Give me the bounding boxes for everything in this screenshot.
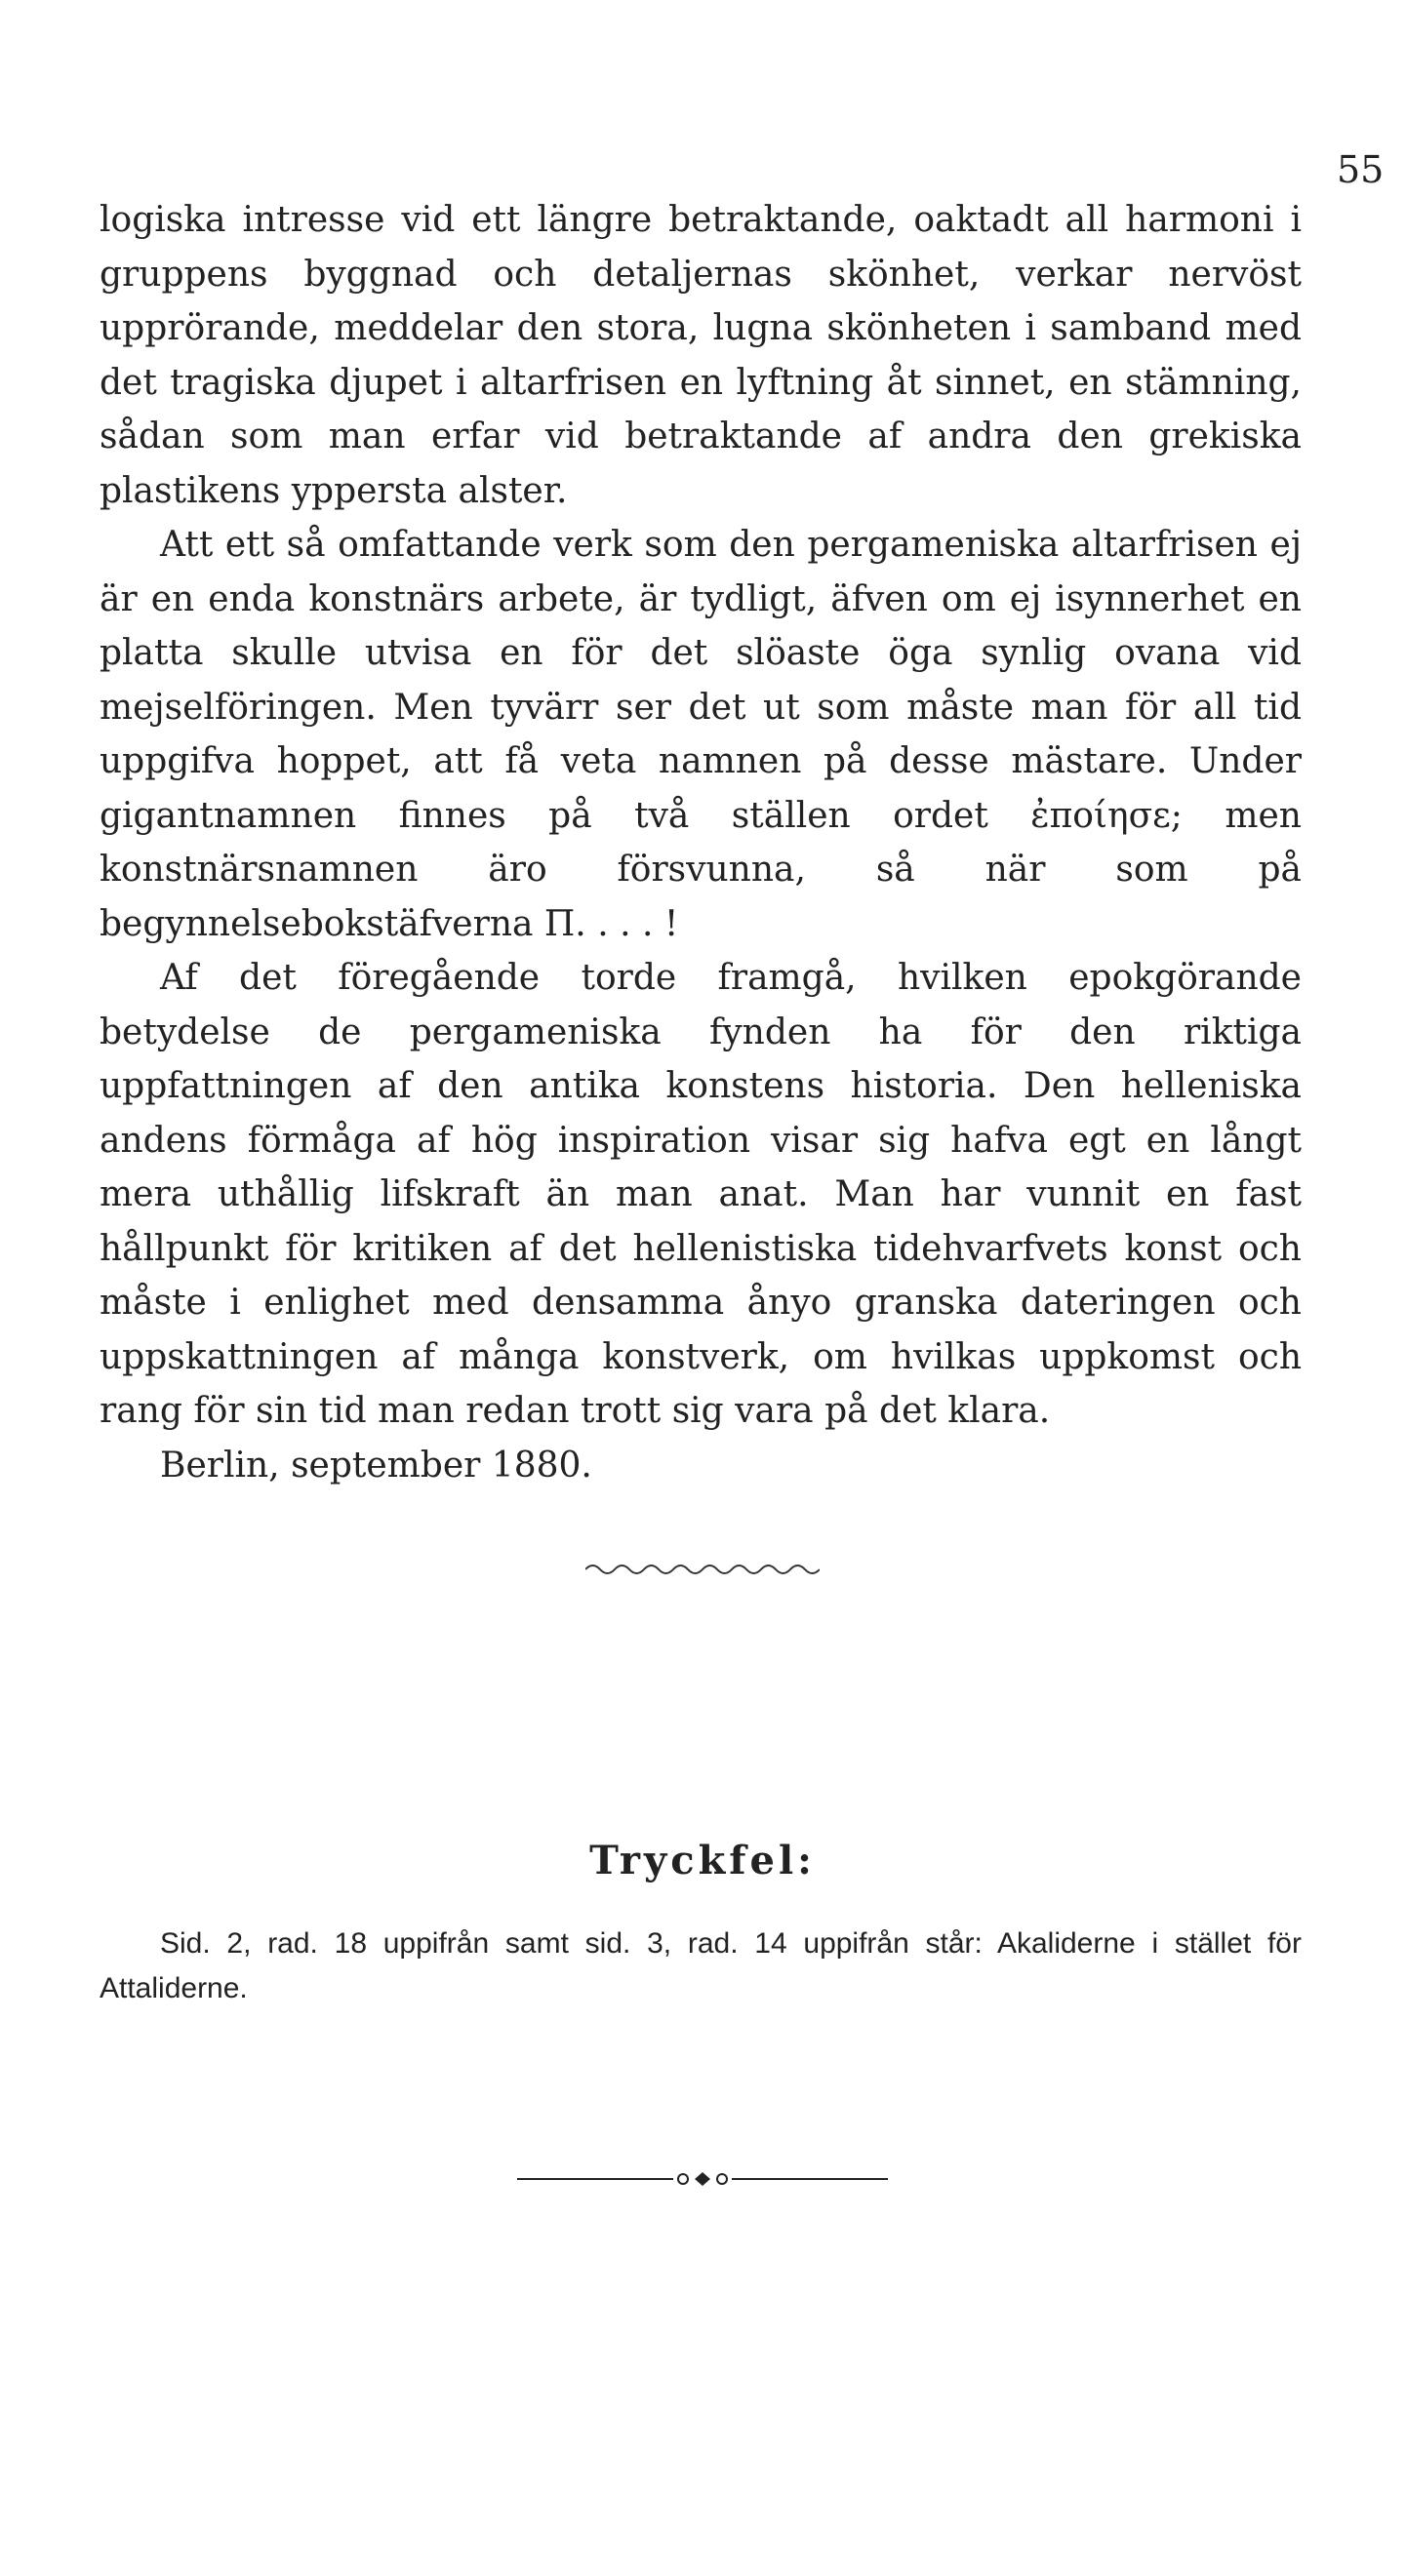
paragraph-2: Att ett så omfattande verk som den pergameniska altarfrisen ej är en enda konstnärs arbete, är tydligt, äfven om ej isynnerhet en platta skulle utvisa en för det slöaste öga synlig ovana vid mejselföringen. Men tyvärr ser det ut som måste man för all tid uppgifva hoppet, att få veta namnen på desse mästare. Under gigantnamnen finnes på två ställen ordet ἐποίησε; men konstnärsnamnen äro försvunna, så när som på begynnelsebokstäfverna Π. . . . ! xyxy=(100,525,1302,944)
paragraph-3: Af det föregående torde framgå, hvilken epokgörande betydelse de pergameniska fynden ha för den riktiga uppfattningen af den antika konstens historia. Den helleniska andens förmåga af hög inspiration visar sig hafva egt en långt mera uthållig lifskraft än man anat. Man har vunnit en fast hållpunkt för kritiken af det hellenistiska tidehvarfvets konst och måste i enlighet med densamma ånyo granska dateringen och uppskattningen af många konstverk, om hvilkas uppkomst och rang för sin tid man redan trott sig vara på det klara. xyxy=(100,958,1302,1431)
page-number: 55 xyxy=(1337,148,1385,191)
article-body xyxy=(100,193,1302,1492)
errata-text: Sid. 2, rad. 18 uppifrån samt sid. 3, rad. 14 uppifrån står: Akaliderne i stället för Attaliderne. xyxy=(100,1927,1302,2004)
wavy-divider xyxy=(585,1559,820,1580)
signoff-line: Berlin, september 1880. xyxy=(160,1445,592,1486)
paragraph-1: logiska intresse vid ett längre betraktande, oaktadt all harmoni i gruppens byggnad och detaljernas skönhet, verkar nervöst upprörande, meddelar den stora, lugna skönheten i samband med det tragiska djupet i altarfrisen en lyftning åt sinnet, en stämning, sådan som man erfar vid betraktande af andra den grekiska plastikens yppersta alster. xyxy=(100,200,1302,511)
errata-heading: Tryckfel: xyxy=(589,1838,816,1883)
end-ornament xyxy=(517,2167,888,2191)
